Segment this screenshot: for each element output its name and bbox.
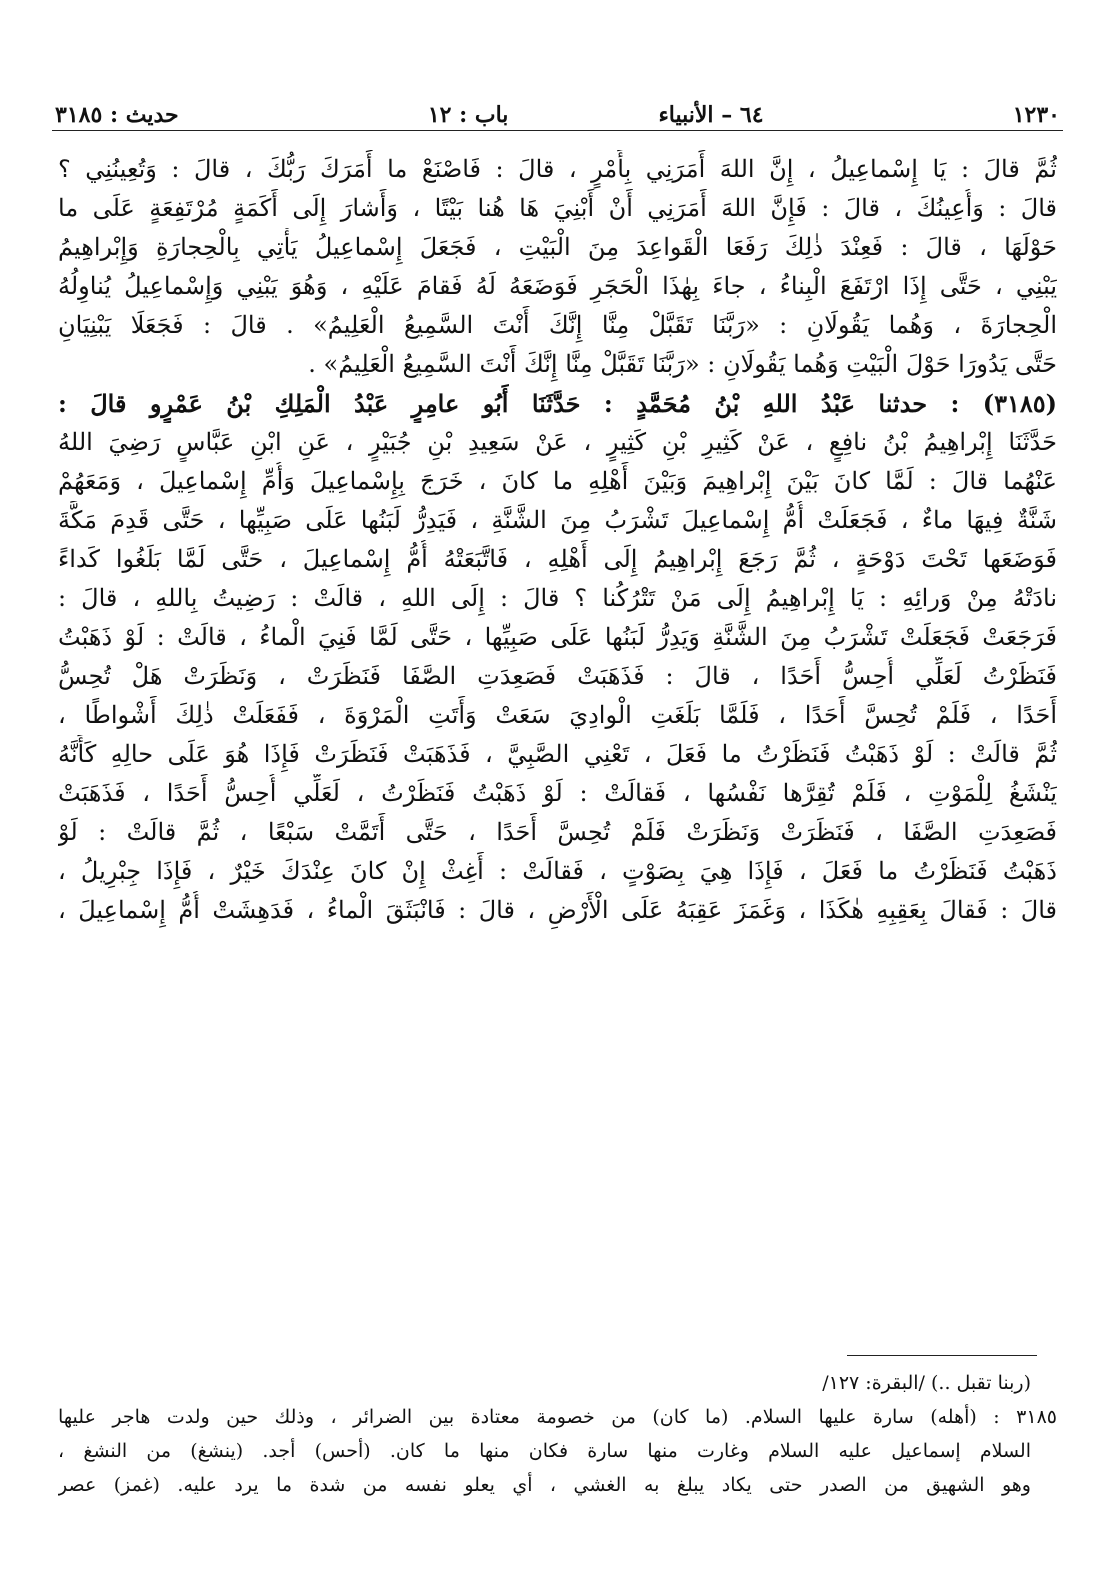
page-header bbox=[55, 80, 1060, 126]
text-line: قالَ : فَقالَ بِعَقِبِهِ هٰكَذَا ، وَغَمَزَ عَقِبَهُ عَلَى الْأَرْضِ ، قالَ : فَانْبَثَقَ الْماءُ ، فَدَهِشَتْ أُمُّ إِسْماعِيلَ ، bbox=[58, 896, 1057, 924]
footnote-line: وهو الشهيق من الصدر حتى يكاد يبلغ به الغشي ، أي يعلو نفسه من شدة ما يرد عليه. (غمز) عصر bbox=[58, 1474, 1031, 1496]
footnote-divider bbox=[847, 1355, 1037, 1356]
page-number: ١٢٣٠ bbox=[1012, 102, 1060, 128]
text-line: يَنْشَغُ لِلْمَوْتِ ، فَلَمْ تُقِرَّها نَفْسُها ، فَقالَتْ : لَوْ ذَهَبْتُ فَنَظَرْتُ ، لَعَلِّي أُحِسُّ أَحَدًا ، فَذَهَبَتْ bbox=[58, 779, 1057, 807]
text-line: شَنَّةٌ فِيهَا ماءٌ ، فَجَعَلَتْ أُمُّ إِسْماعِيلَ تَشْرَبُ مِنَ الشَّنَّةِ ، فَيَدِرُّ لَبَنُها عَلَى صَبِيِّها ، حَتَّى قَدِمَ مَكَّةَ bbox=[58, 506, 1057, 534]
text-line: ثُمَّ قالَتْ : لَوْ ذَهَبْتُ فَنَظَرْتُ ما فَعَلَ ، تَعْنِي الصَّبِيَّ ، فَذَهَبَتْ فَنَظَرَتْ فَإِذَا هُوَ عَلَى حالِهِ كَأَنَّهُ bbox=[58, 740, 1057, 768]
text-line: أَحَدًا ، فَلَمْ تُحِسَّ أَحَدًا ، فَلَمَّا بَلَغَتِ الْوادِيَ سَعَتْ وَأَتَتِ الْمَرْوَةَ ، فَفَعَلَتْ ذٰلِكَ أَشْواطًا ، bbox=[58, 701, 1057, 729]
hadith-label: حديث : ٣١٨٥ bbox=[55, 102, 179, 128]
text-line: ذَهَبْتُ فَنَظَرْتُ ما فَعَلَ ، فَإِذَا هِيَ بِصَوْتٍ ، فَقالَتْ : أَغِثْ إِنْ كانَ عِنْدَكَ خَيْرٌ ، فَإِذَا جِبْرِيلُ ، bbox=[58, 857, 1057, 885]
main-text bbox=[58, 150, 1057, 930]
quran-reference: (ربنا تقبل ..) /البقرة: ١٢٧/ bbox=[822, 1372, 1031, 1394]
text-line: فَرَجَعَتْ فَجَعَلَتْ تَشْرَبُ مِنَ الشَّنَّةِ وَيَدِرُّ لَبَنُها عَلَى صَبِيِّها ، حَتَّى لَمَّا فَنِيَ الْماءُ ، قالَتْ : لَوْ ذَهَبْتُ bbox=[58, 623, 1057, 651]
text-line: ثُمَّ قالَ : يَا إِسْماعِيلُ ، إِنَّ اللهَ أَمَرَنِي بِأَمْرٍ ، قالَ : فَاصْنَعْ ما أَمَرَكَ رَبُّكَ ، قالَ : وَتُعِينُنِي ؟ bbox=[58, 155, 1057, 183]
text-line: فَنَظَرْتُ لَعَلِّي أُحِسُّ أَحَدًا ، قالَ : فَذَهَبَتْ فَصَعِدَتِ الصَّفَا فَنَظَرَتْ ، وَنَظَرَتْ هَلْ تُحِسُّ bbox=[58, 662, 1057, 690]
text-line: فَصَعِدَتِ الصَّفَا ، فَنَظَرَتْ وَنَظَرَتْ فَلَمْ تُحِسَّ أَحَدًا ، حَتَّى أَتَمَّتْ سَبْعًا ، ثُمَّ قالَتْ : لَوْ bbox=[58, 818, 1057, 846]
footnotes bbox=[58, 1366, 1057, 1502]
header-divider bbox=[52, 130, 1063, 131]
header-center bbox=[428, 104, 764, 126]
text-line: يَبْنِي ، حَتَّى إِذَا ارْتَفَعَ الْبِناءُ ، جاءَ بِهٰذَا الْحَجَرِ فَوَضَعَهُ لَهُ فَقامَ عَلَيْهِ ، وَهُوَ يَبْنِي وَإِسْماعِيلُ يُناوِلُهُ bbox=[58, 272, 1057, 300]
footnote-line: ٣١٨٥ : (أهله) سارة عليها السلام. (ما كان) من خصومة معتادة بين الضرائر ، وذلك حين ولدت هاجر عليها bbox=[58, 1406, 1057, 1428]
chapter-label: باب : ١٢ bbox=[427, 102, 509, 128]
text-line: قالَ : وَأُعِينُكَ ، قالَ : فَإِنَّ اللهَ أَمَرَنِي أَنْ أَبْنِيَ هَا هُنا بَيْتًا ، وَأَشارَ إِلَى أَكَمَةٍ مُرْتَفِعَةٍ عَلَى ما bbox=[58, 194, 1057, 222]
text-line: الْحِجارَةَ ، وَهُما يَقُولَانِ : «رَبَّنَا تَقَبَّلْ مِنَّا إِنَّكَ أَنْتَ السَّمِيعُ الْعَلِيمُ» . قالَ : فَجَعَلَا يَبْنِيَانِ bbox=[58, 311, 1057, 339]
text-line: حَدَّثَنَا إِبْراهِيمُ بْنُ نافِعٍ ، عَنْ كَثِيرِ بْنِ كَثِيرٍ ، عَنْ سَعِيدِ بْنِ جُبَيْرٍ ، عَنِ ابْنِ عَبَّاسٍ رَضِيَ اللهُ bbox=[58, 428, 1057, 456]
text-line: حَتَّى يَدُورَا حَوْلَ الْبَيْتِ وَهُما يَقُولَانِ : «رَبَّنَا تَقَبَّلْ مِنَّا إِنَّكَ أَنْتَ السَّمِيعُ الْعَلِيمُ» . bbox=[308, 350, 1057, 378]
text-line: نادَتْهُ مِنْ وَرائِهِ : يَا إِبْراهِيمُ إِلَى مَنْ تَتْرُكُنا ؟ قالَ : إِلَى اللهِ ، قالَتْ : رَضِيتُ بِاللهِ ، قالَ : bbox=[58, 584, 1057, 612]
book-title: ٦٤ – الأنبياء bbox=[658, 102, 764, 128]
hadith-start-line: (٣١٨٥) : حدثنا عَبْدُ اللهِ بْنُ مُحَمَّدٍ : حَدَّثَنَا أَبُو عامِرٍ عَبْدُ الْمَلِكِ بْنُ عَمْرٍو قالَ : bbox=[58, 389, 1057, 418]
text-line: عَنْهُما قالَ : لَمَّا كانَ بَيْنَ إِبْراهِيمَ وَبَيْنَ أَهْلِهِ ما كانَ ، خَرَجَ بِإِسْماعِيلَ وَأُمِّ إِسْماعِيلَ ، وَمَعَهُمْ bbox=[58, 467, 1057, 495]
text-line: فَوَضَعَها تَحْتَ دَوْحَةٍ ، ثُمَّ رَجَعَ إِبْراهِيمُ إِلَى أَهْلِهِ ، فَاتَّبَعَتْهُ أُمُّ إِسْماعِيلَ ، حَتَّى لَمَّا بَلَغُوا كَداءً bbox=[58, 545, 1057, 573]
text-line: حَوْلَهَا ، قالَ : فَعِنْدَ ذٰلِكَ رَفَعَا الْقَواعِدَ مِنَ الْبَيْتِ ، فَجَعَلَ إِسْماعِيلُ يَأْتِي بِالْحِجارَةِ وَإِبْراهِيمُ bbox=[58, 233, 1057, 261]
footnote-line: السلام إسماعيل عليه السلام وغارت منها سارة فكان منها ما كان. (أحس) أجد. (ينشغ) من النشغ ، bbox=[58, 1440, 1031, 1462]
